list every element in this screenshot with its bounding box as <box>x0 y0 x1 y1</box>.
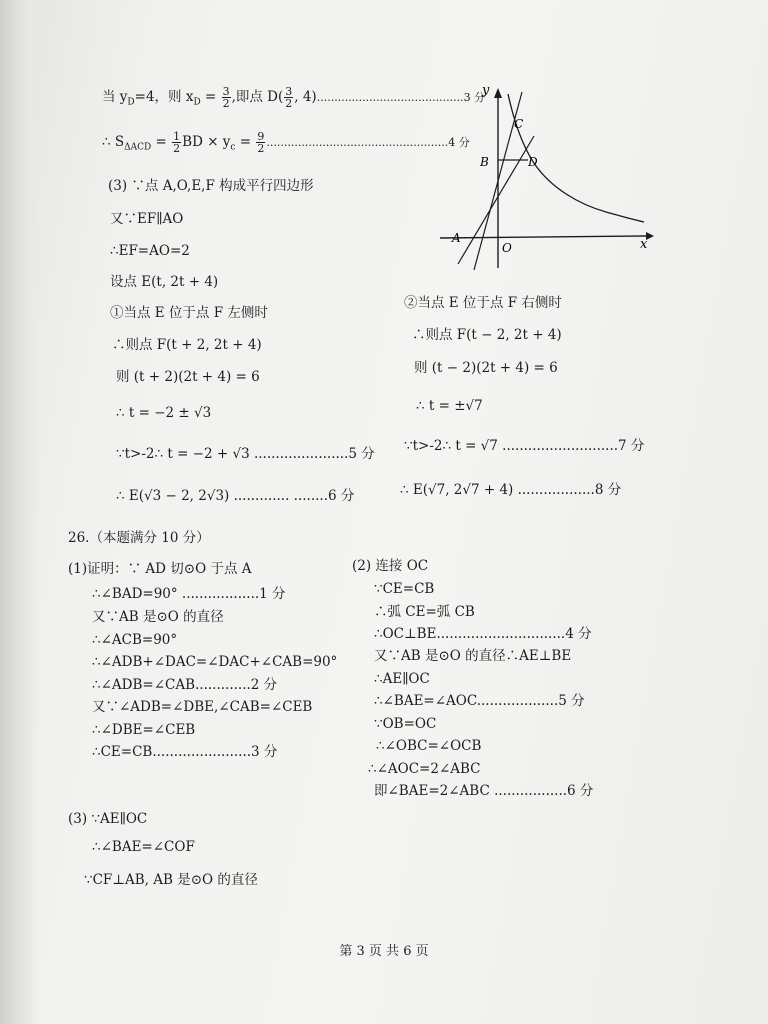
q26-right-line: ∴弧 CE=弧 CB <box>374 604 475 620</box>
q26-part3-line: (3) ∵AE∥OC <box>68 811 148 827</box>
case1-t-chosen: ∵t>-2∴ t = −2 + √3 ......................5 分 <box>116 446 375 462</box>
q26-right-line: 又∵AB 是⊙O 的直径∴AE⊥BE <box>374 648 572 664</box>
q26-right-line: ∵OB=OC <box>374 716 437 732</box>
point-c-label: C <box>514 117 524 131</box>
fraction: $\frac{3}{2}$ <box>222 85 230 110</box>
line-ad <box>458 136 534 264</box>
q26-right-line: ∴AE∥OC <box>374 671 430 687</box>
origin-label: O <box>502 241 512 255</box>
q26-right-line: 即∠BAE=2∠ABC .................6 分 <box>374 783 594 799</box>
parallelogram-premise: (3) ∵点 A,O,E,F 构成平行四边形 <box>108 178 314 194</box>
q26-left-line: (1)证明：∵ AD 切⊙O 于点 A <box>68 561 252 577</box>
ef-parallel-ao: 又∵EF∥AO <box>110 211 184 227</box>
q26-left-line: 又∵AB 是⊙O 的直径 <box>92 609 224 625</box>
page-edge-shadow <box>0 0 40 1024</box>
case1-point-f: ∴则点 F(t + 2, 2t + 4) <box>112 337 262 353</box>
case2-t-chosen: ∵t>-2∴ t = √7 ...........................7 分 <box>404 438 645 454</box>
q26-right-line: (2) 连接 OC <box>352 558 429 574</box>
point-b-label: B <box>480 155 489 169</box>
fraction: $\frac{3}{2}$ <box>285 85 293 110</box>
case1-point-e: ∴ E(√3 − 2, 2√3) ............. ........6 分 <box>116 488 355 504</box>
y-axis-label: y <box>482 83 490 98</box>
case1-heading: ①当点 E 位于点 F 左侧时 <box>110 305 268 321</box>
line-area-acd: ∴ $S_{\Delta ACD}$ = $\frac{1}{2}$ BD × $y_c$ = $\frac{9}{2}$ ....................................................4 分 <box>102 130 470 155</box>
ef-equals-ao: ∴EF=AO=2 <box>110 243 190 259</box>
function-graph <box>430 80 660 280</box>
q26-left-line: ∴∠ADB+∠DAC=∠DAC+∠CAB=90° <box>92 654 338 670</box>
x-axis <box>440 236 646 238</box>
y-axis-arrow-icon <box>494 88 502 98</box>
q26-left-line: ∴∠BAD=90° ..................1 分 <box>92 586 286 602</box>
page-footer: 第 3 页 共 6 页 <box>339 944 429 959</box>
q26-left-line: ∴∠ACB=90° <box>92 632 178 648</box>
q26-left-line: ∴∠DBE=∠CEB <box>92 722 196 738</box>
q26-part3-line: ∵CF⊥AB, AB 是⊙O 的直径 <box>84 872 258 888</box>
q26-right-line: ∴∠BAE=∠AOC...................5 分 <box>374 693 585 709</box>
case2-heading: ②当点 E 位于点 F 右侧时 <box>404 295 562 311</box>
q26-right-line: ∴∠AOC=2∠ABC <box>368 761 481 777</box>
q26-title: 26.（本题满分 10 分） <box>68 530 210 546</box>
case2-equation: 则 (t − 2)(2t + 4) = 6 <box>414 360 558 376</box>
case2-t-solutions: ∴ t = ±√7 <box>416 398 483 414</box>
q26-right-line: ∵CE=CB <box>374 581 435 597</box>
q26-left-line: ∴∠ADB=∠CAB.............2 分 <box>92 677 278 693</box>
q26-right-line: ∴OC⊥BE..............................4 分 <box>374 626 592 642</box>
line-yd-equals-4: 当 $y_D=4$，则 $x_D$ = $\frac{3}{2}$ ,即点 D( $\frac{3}{2}$ , 4)..........................................3 分 <box>102 85 486 110</box>
q26-left-line: ∴CE=CB.......................3 分 <box>92 744 278 760</box>
x-axis-label: x <box>640 237 648 252</box>
case1-equation: 则 (t + 2)(2t + 4) = 6 <box>116 369 260 385</box>
point-a-label: A <box>452 231 461 245</box>
case1-t-solutions: ∴ t = −2 ± √3 <box>116 405 212 421</box>
q26-left-line: 又∵∠ADB=∠DBE,∠CAB=∠CEB <box>92 699 313 715</box>
case2-point-e: ∴ E(√7, 2√7 + 4) ..................8 分 <box>400 482 622 498</box>
point-d-label: D <box>528 155 538 169</box>
q26-right-line: ∴∠OBC=∠OCB <box>376 738 482 754</box>
fraction: $\frac{1}{2}$ <box>173 130 181 155</box>
case2-point-f: ∴则点 F(t − 2, 2t + 4) <box>412 327 562 343</box>
q26-part3-line: ∴∠BAE=∠COF <box>92 839 195 855</box>
set-point-e: 设点 E(t, 2t + 4) <box>110 274 219 290</box>
fraction: $\frac{9}{2}$ <box>257 130 265 155</box>
